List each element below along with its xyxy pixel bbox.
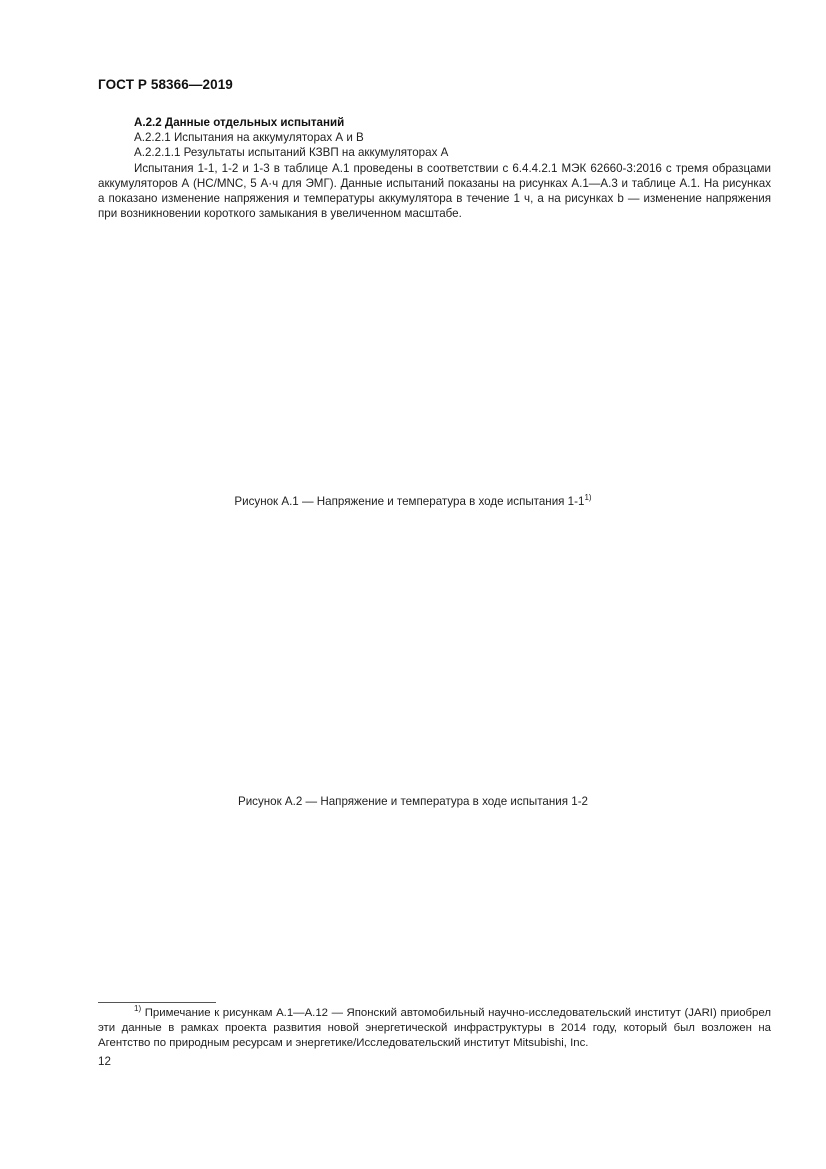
section-body — [98, 115, 771, 221]
footnote — [98, 1006, 771, 1052]
page-number: 12 — [98, 1055, 111, 1068]
footnote-separator — [98, 1002, 216, 1003]
figure-a3-image-area — [98, 815, 771, 995]
section-title: А.2.2 Данные отдельных испытаний — [134, 116, 345, 129]
figure-a2-image-area — [98, 520, 771, 785]
figure-a1-image-area — [98, 235, 771, 485]
subsubsection-heading: А.2.2.1.1 Результаты испытаний КЗВП на аккумуляторах А — [134, 146, 449, 160]
footnote-text: Примечание к рисункам А.1—А.12 — Японский автомобильный научно-исследовательский институт (JARI) приобрел эти данные в рамках проекта развития новой энергетической инфраструктуры в 2014 году, который был возложен на Агентство по природным ресурсам и энергетике/Исследовательский институт Mitsubishi, Inc. — [98, 1007, 771, 1050]
subsection-heading: А.2.2.1 Испытания на аккумуляторах А и В — [134, 131, 364, 145]
footnote-marker: 1) — [134, 1004, 142, 1013]
figure-caption-a2 — [0, 795, 826, 808]
figure-caption-text: Рисунок А.2 — Напряжение и температура в ходе испытания 1-2 — [237, 795, 589, 808]
figure-caption-text: Рисунок А.1 — Напряжение и температура в ходе испытания 1-1 — [234, 495, 585, 508]
footnote-reference: 1) — [584, 493, 592, 502]
figure-caption-a1 — [0, 495, 826, 508]
body-paragraph: Испытания 1-1, 1-2 и 1-3 в таблице А.1 проведены в соответствии с 6.4.4.2.1 МЭК 62660-3:2016 с тремя образцами аккумуляторов А (HC/MNC, 5 А·ч для ЭМГ). Данные испытаний показаны на рисунках А.1—А.3 и таблице А.1. На рисунках а показано изменение напряжения и температуры аккумулятора в течение 1 ч, а на рисунках b — изменение напряжения при возникновении короткого замыкания в увеличенном масштабе. — [98, 161, 771, 221]
standard-header: ГОСТ Р 58366—2019 — [98, 77, 233, 92]
